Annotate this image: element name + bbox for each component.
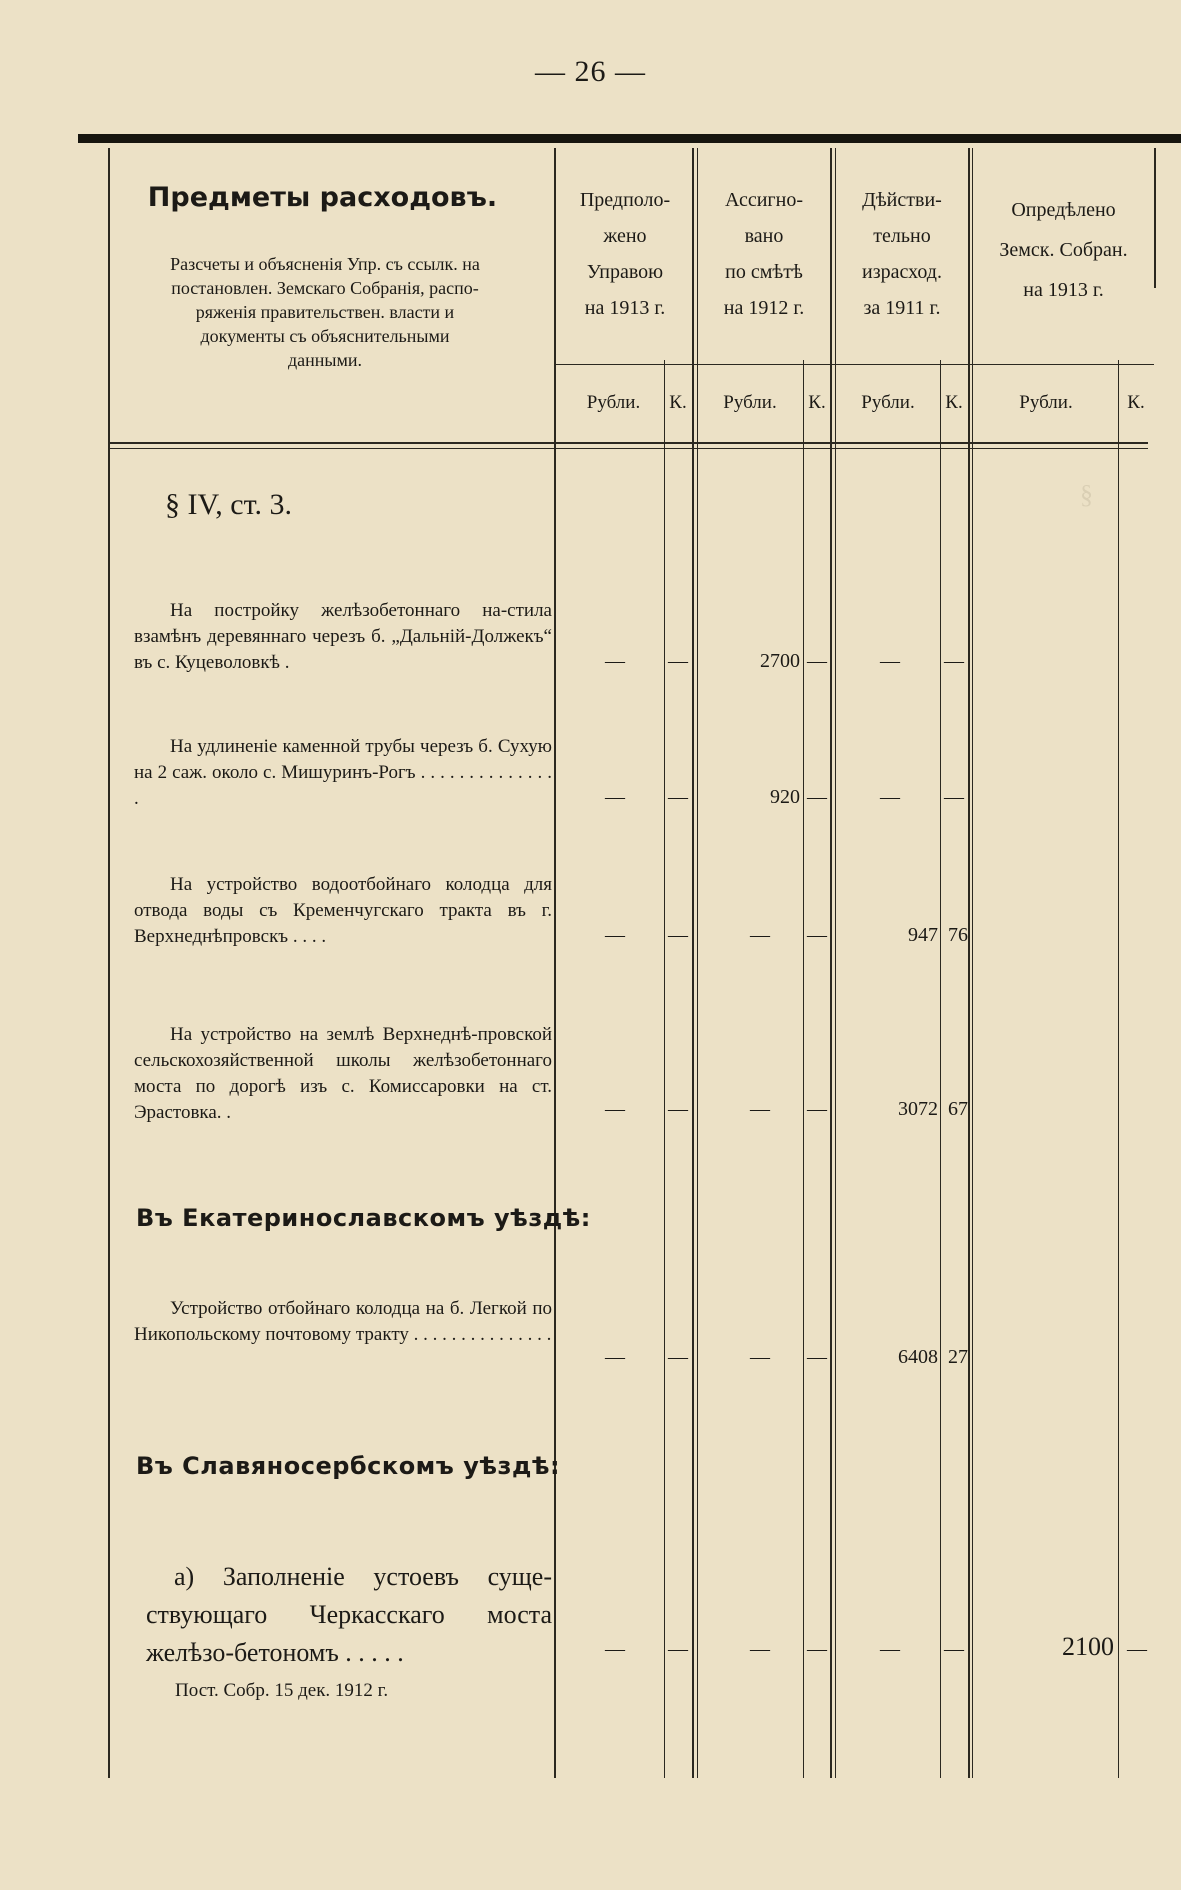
list-item-text: Устройство отбойнаго колодца на б. Легкой по Никопольскому почтовому тракту . . . . . . . . . . . . . . . xyxy=(134,1298,552,1345)
cell-value: — xyxy=(668,650,688,672)
list-item-text: На удлиненіе каменной трубы черезъ б. Сухую на 2 саж. около с. Мишуринъ-Рогъ . . . . . . . . . . . . . . . xyxy=(134,736,552,809)
cell-value: — xyxy=(807,1098,827,1120)
cell-value: 3072 xyxy=(898,1098,938,1120)
unit-kopecks: К. xyxy=(669,392,687,413)
cell-value: — xyxy=(807,1346,827,1368)
bleed-through-text: § xyxy=(1080,480,1093,509)
cell-value: — xyxy=(880,650,900,672)
list-item-text: На устройство водоотбойнаго колодца для отвода воды съ Кременчугскаго тракта въ г. Верхнеднѣпровскъ . . . . xyxy=(134,874,552,947)
cell-value: — xyxy=(605,786,625,808)
cell-value: 27 xyxy=(948,1346,968,1368)
col-divider xyxy=(803,360,804,1778)
cell-value: — xyxy=(944,650,964,672)
footnote: Пост. Собр. 15 дек. 1912 г. xyxy=(175,1680,389,1701)
col-divider xyxy=(940,360,941,1778)
cell-value: — xyxy=(750,1346,770,1368)
cell-value: 947 xyxy=(908,924,938,946)
col-divider xyxy=(554,148,556,1778)
cell-value: — xyxy=(668,1346,688,1368)
cell-value: — xyxy=(668,1098,688,1120)
cell-value: — xyxy=(807,786,827,808)
district-heading: Въ Славяносербскомъ уѣздѣ: xyxy=(136,1452,561,1480)
unit-row-rule xyxy=(554,364,1154,365)
cell-value: — xyxy=(605,1098,625,1120)
unit-kopecks: К. xyxy=(1127,392,1145,413)
cell-value: — xyxy=(668,786,688,808)
list-item-text: На устройство на землѣ Верхнеднѣ-провской сельскохозяйственной школы желѣзобетоннаго моста по дорогѣ изъ с. Комиссаровки на ст. Эрастовка. . xyxy=(134,1024,552,1123)
cell-value: — xyxy=(750,1098,770,1120)
unit-rubles: Рубли. xyxy=(723,392,777,413)
unit-kopecks: К. xyxy=(945,392,963,413)
cell-value: — xyxy=(668,924,688,946)
cell-value: — xyxy=(880,786,900,808)
table-left-border xyxy=(108,148,110,1778)
section-heading: § IV, ст. 3. xyxy=(165,488,292,521)
cell-value: — xyxy=(605,1638,625,1660)
list-item-text: На постройку желѣзобетоннаго на-стила взамѣнъ деревяннаго черезъ б. „Дальній-Должекъ“ въ с. Куцеволовкѣ . xyxy=(134,600,552,673)
col-divider xyxy=(664,360,665,1778)
cell-value: — xyxy=(1127,1638,1147,1660)
cell-value: — xyxy=(807,924,827,946)
col-divider xyxy=(972,148,973,1778)
unit-rubles: Рубли. xyxy=(586,392,641,413)
header-bottom-rule xyxy=(108,448,1148,449)
header-rule xyxy=(78,134,1181,143)
district-heading: Въ Екатеринославскомъ уѣздѣ: xyxy=(136,1204,591,1232)
cell-value: — xyxy=(605,650,625,672)
cell-value: — xyxy=(750,1638,770,1660)
cell-value: — xyxy=(944,786,964,808)
table-right-border xyxy=(1154,148,1156,288)
col-divider xyxy=(1118,360,1119,1778)
cell-value: 76 xyxy=(948,924,968,946)
header-bottom-rule xyxy=(108,442,1148,444)
column-header-assigned: Ассигно- вано по смѣтѣ на 1912 г. xyxy=(723,189,805,319)
cell-value: — xyxy=(750,924,770,946)
col-divider xyxy=(692,148,694,1778)
header-subtitle: Разсчеты и объясненія Упр. съ ссылк. на постановлен. Земскаго Собранія, распо-ряженія правительствен. власти и документы съ объяснительными данными. xyxy=(170,254,480,370)
col-divider xyxy=(968,148,970,1778)
list-item-text: а) Заполненіе устоевъ суще-ствующаго Черкасскаго моста желѣзо-бетономъ . . . . . xyxy=(146,1562,552,1667)
unit-rubles: Рубли. xyxy=(861,392,915,413)
column-header-determined: Опредѣлено Земск. Собран. на 1913 г. xyxy=(999,199,1128,301)
cell-value: 2700 xyxy=(760,650,800,672)
cell-value: — xyxy=(605,924,625,946)
cell-value: 2100 xyxy=(1062,1632,1114,1661)
cell-value: 6408 xyxy=(898,1346,938,1368)
cell-value: 67 xyxy=(948,1098,968,1120)
column-header-spent: Дѣйстви- тельно израсход. за 1911 г. xyxy=(862,189,942,319)
column-header-proposed: Предполо- жено Управою на 1913 г. xyxy=(579,189,671,319)
unit-rubles: Рубли. xyxy=(1019,392,1073,413)
cell-value: — xyxy=(944,1638,964,1660)
cell-value: — xyxy=(668,1638,688,1660)
cell-value: — xyxy=(605,1346,625,1368)
cell-value: — xyxy=(807,650,827,672)
page-number: — 26 — xyxy=(535,55,646,88)
unit-kopecks: К. xyxy=(808,392,826,413)
cell-value: — xyxy=(807,1638,827,1660)
col-divider xyxy=(835,148,836,1778)
cell-value: — xyxy=(880,1638,900,1660)
cell-value: 920 xyxy=(770,786,800,808)
header-title: Предметы расходовъ. xyxy=(147,182,498,213)
col-divider xyxy=(697,148,698,1778)
